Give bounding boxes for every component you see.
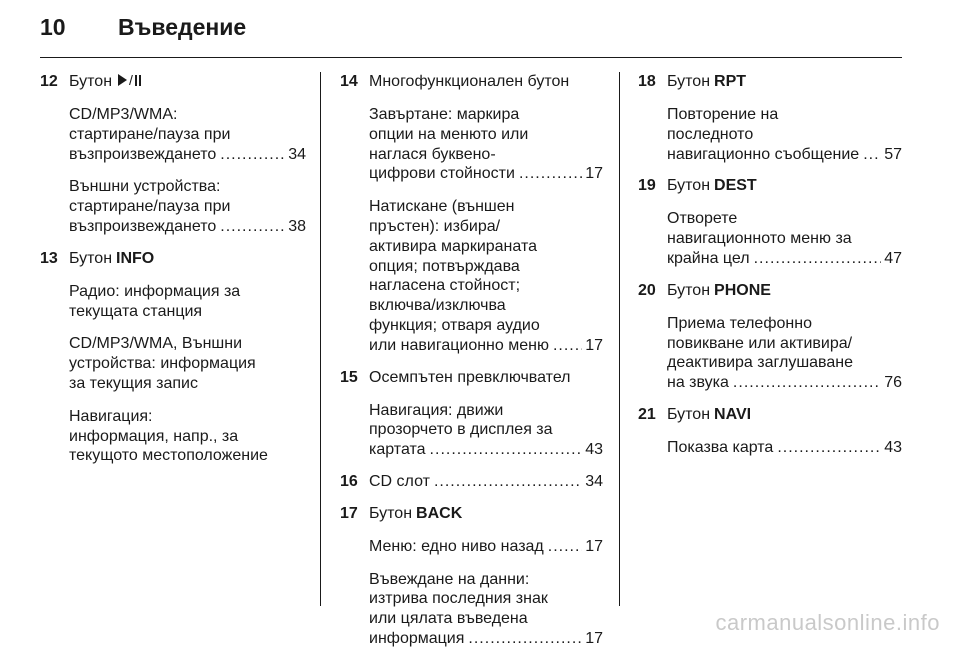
watermark: carmanualsonline.info xyxy=(715,610,940,635)
entry-heading: Бутон xyxy=(69,73,113,90)
entry-heading: CD слот xyxy=(369,472,430,490)
entry-heading: Бутон xyxy=(667,405,711,423)
page-ref: навигационно съобщение ..... 57 xyxy=(667,145,902,165)
page-title: Въведение xyxy=(118,14,247,40)
column-1 xyxy=(40,72,306,466)
description: Навигация: информация, напр., за текущото местоположение xyxy=(69,407,268,465)
column-divider xyxy=(320,72,321,606)
column-divider xyxy=(619,72,620,606)
entry-number: 13 xyxy=(40,249,58,267)
description: Радио: информация за текущата станция xyxy=(69,282,241,320)
button-label: NAVI xyxy=(714,405,752,423)
header-rule xyxy=(40,57,902,58)
page-ref: Меню: едно ниво назад ..... 17 xyxy=(369,537,603,557)
entry-20 xyxy=(638,281,902,393)
play-pause-icon: / xyxy=(118,73,141,87)
entry-heading: Бутон xyxy=(369,504,413,522)
page-ref: възпроизвеждането ..... 34 xyxy=(69,145,306,165)
entry-number: 16 xyxy=(340,472,358,490)
entry-14 xyxy=(340,72,603,356)
description xyxy=(667,438,902,458)
entry-21 xyxy=(638,405,902,458)
page-ref: Показва карта ..... 43 xyxy=(667,438,902,458)
entry-number: 17 xyxy=(340,504,358,522)
entry-heading: Бутон xyxy=(69,249,113,267)
entry-17 xyxy=(340,504,603,649)
description: CD/MP3/WMA, Външни устройства: информация за текущия запис xyxy=(69,335,256,392)
button-label: DEST xyxy=(714,177,757,195)
description: Повторение на последното навигационно съобщение ..... 57 xyxy=(667,105,902,164)
description: Външни устройства: стартиране/пауза при възпроизвеждането ..... 38 xyxy=(69,177,306,236)
page-ref: крайна цел ..... 47 xyxy=(667,249,902,269)
entry-number: 21 xyxy=(638,405,656,423)
description: Отворете навигационното меню за крайна цел ..... 47 xyxy=(667,209,902,268)
button-label: INFO xyxy=(116,249,155,267)
button-label: BACK xyxy=(416,504,463,522)
page-ref: цифрови стойности ..... 17 xyxy=(369,164,603,184)
description xyxy=(369,537,603,557)
description: Навигация: движи прозорчето в дисплея за картата ..... 43 xyxy=(369,401,603,460)
page-ref: или навигационно меню ..... 17 xyxy=(369,336,603,356)
page-number: 10 xyxy=(40,14,66,40)
entry-heading: Бутон xyxy=(667,281,711,299)
button-label: RPT xyxy=(714,73,747,90)
entry-number: 14 xyxy=(340,73,358,90)
entry-heading: Бутон xyxy=(667,177,711,195)
entry-heading: Бутон xyxy=(667,73,711,90)
page-ref: картата ..... 43 xyxy=(369,440,603,460)
entry-heading: Осемпътен превключвател xyxy=(369,368,571,386)
entry-number: 19 xyxy=(638,177,656,195)
entry-number: 15 xyxy=(340,368,358,386)
page-header xyxy=(40,14,246,54)
entry-16 xyxy=(340,472,603,492)
description: Приема телефонно повикване или активира/ деактивира заглушаване на звука ..... 76 xyxy=(667,314,902,393)
entry-18 xyxy=(638,72,902,164)
page-ref: на звука ..... 76 xyxy=(667,373,902,393)
entry-19 xyxy=(638,176,902,268)
entry-12 xyxy=(40,72,306,237)
entry-number: 12 xyxy=(40,73,58,90)
entry-13 xyxy=(40,249,306,466)
page-ref: възпроизвеждането ..... 38 xyxy=(69,217,306,237)
column-3 xyxy=(638,72,902,458)
description: Натискане (външен пръстен): избира/ активира маркираната опция; потвърждава нагласена стойност; включва/изключва функция; отваря аудио или навигационно меню ..... 17 xyxy=(369,197,603,355)
page-ref: информация ..... 17 xyxy=(369,629,603,649)
entry-heading: Многофункционален бутон xyxy=(369,73,570,90)
button-label: PHONE xyxy=(714,281,771,299)
entry-number: 20 xyxy=(638,281,656,299)
description: CD/MP3/WMA: стартиране/пауза при възпроизвеждането ..... 34 xyxy=(69,105,306,164)
column-2 xyxy=(340,72,603,649)
page-ref: CD слот ..... 34 xyxy=(369,472,603,492)
play-triangle xyxy=(118,74,127,86)
description: Завъртане: маркира опции на менюто или наглася буквено- цифрови стойности ..... 17 xyxy=(369,105,603,184)
description: Въвеждане на данни: изтрива последния знак или цялата въведена информация ..... 17 xyxy=(369,570,603,649)
entry-number: 18 xyxy=(638,73,656,90)
entry-15 xyxy=(340,368,603,460)
